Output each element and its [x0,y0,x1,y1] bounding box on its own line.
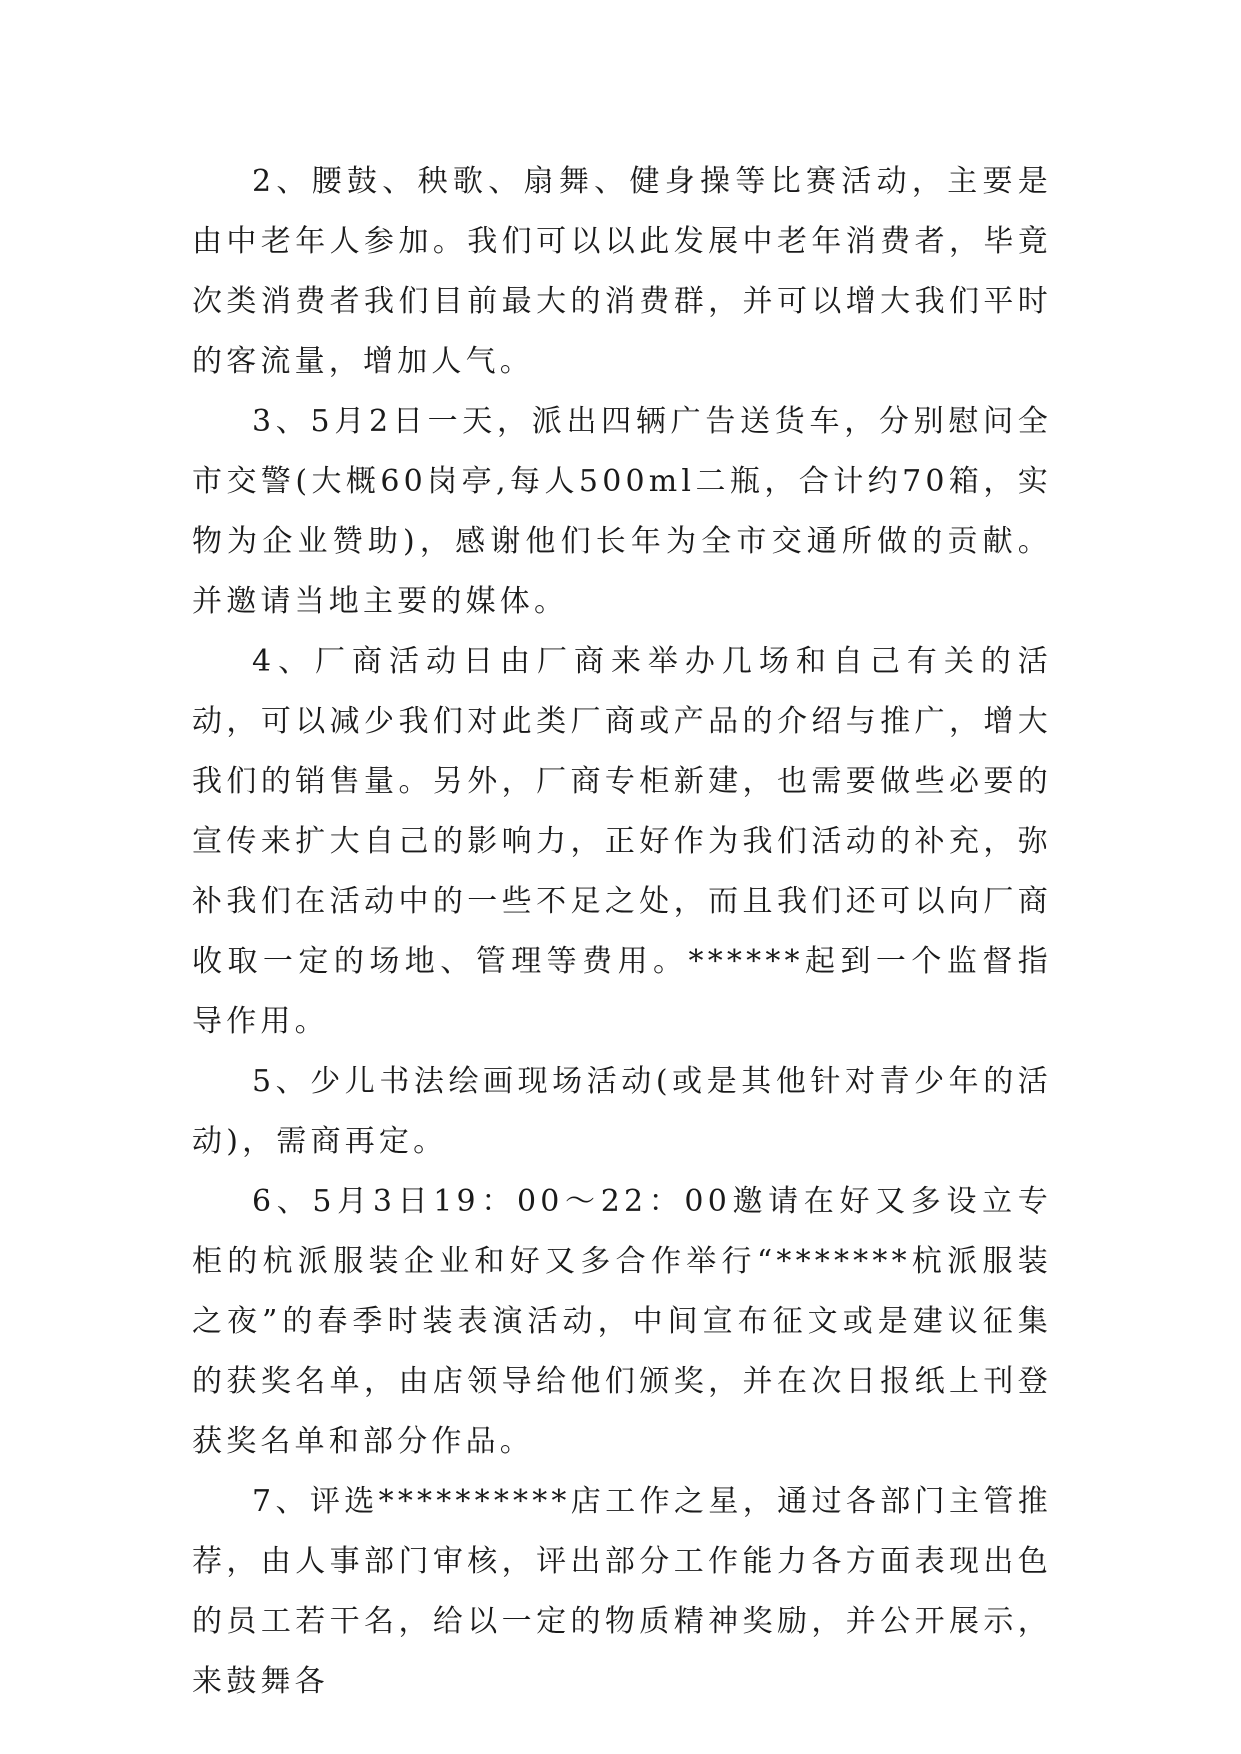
paragraph-item-7: 7、评选**********店工作之星，通过各部门主管推荐，由人事部门审核，评出部分工作能力各方面表现出色的员工若干名，给以一定的物质精神奖励，并公开展示，来鼓舞各 [192,1484,1052,1699]
paragraph-item-5: 5、少儿书法绘画现场活动(或是其他针对青少年的活动)，需商再定。 [192,1064,1052,1159]
paragraph-item-3: 3、5月2日一天，派出四辆广告送货车，分别慰问全市交警(大概60岗亭,每人500ml二瓶，合计约70箱，实物为企业赞助)，感谢他们长年为全市交通所做的贡献。并邀请当地主要的媒体。 [192,404,1052,619]
paragraph-item-6: 6、5月3日19：00～22：00邀请在好又多设立专柜的杭派服装企业和好又多合作举行“*******杭派服装之夜”的春季时装表演活动，中间宣布征文或是建议征集的获奖名单，由店领导给他们颁奖，并在次日报纸上刊登获奖名单和部分作品。 [192,1184,1052,1459]
paragraph-item-4: 4、厂商活动日由厂商来举办几场和自己有关的活动，可以减少我们对此类厂商或产品的介绍与推广，增大我们的销售量。另外，厂商专柜新建，也需要做些必要的宣传来扩大自己的影响力，正好作为我们活动的补充，弥补我们在活动中的一些不足之处，而且我们还可以向厂商收取一定的场地、管理等费用。******起到一个监督指导作用。 [192,644,1052,1039]
document-body [192,152,1052,1712]
paragraph-item-2: 2、腰鼓、秧歌、扇舞、健身操等比赛活动，主要是由中老年人参加。我们可以以此发展中老年消费者，毕竟次类消费者我们目前最大的消费群，并可以增大我们平时的客流量，增加人气。 [192,164,1052,379]
